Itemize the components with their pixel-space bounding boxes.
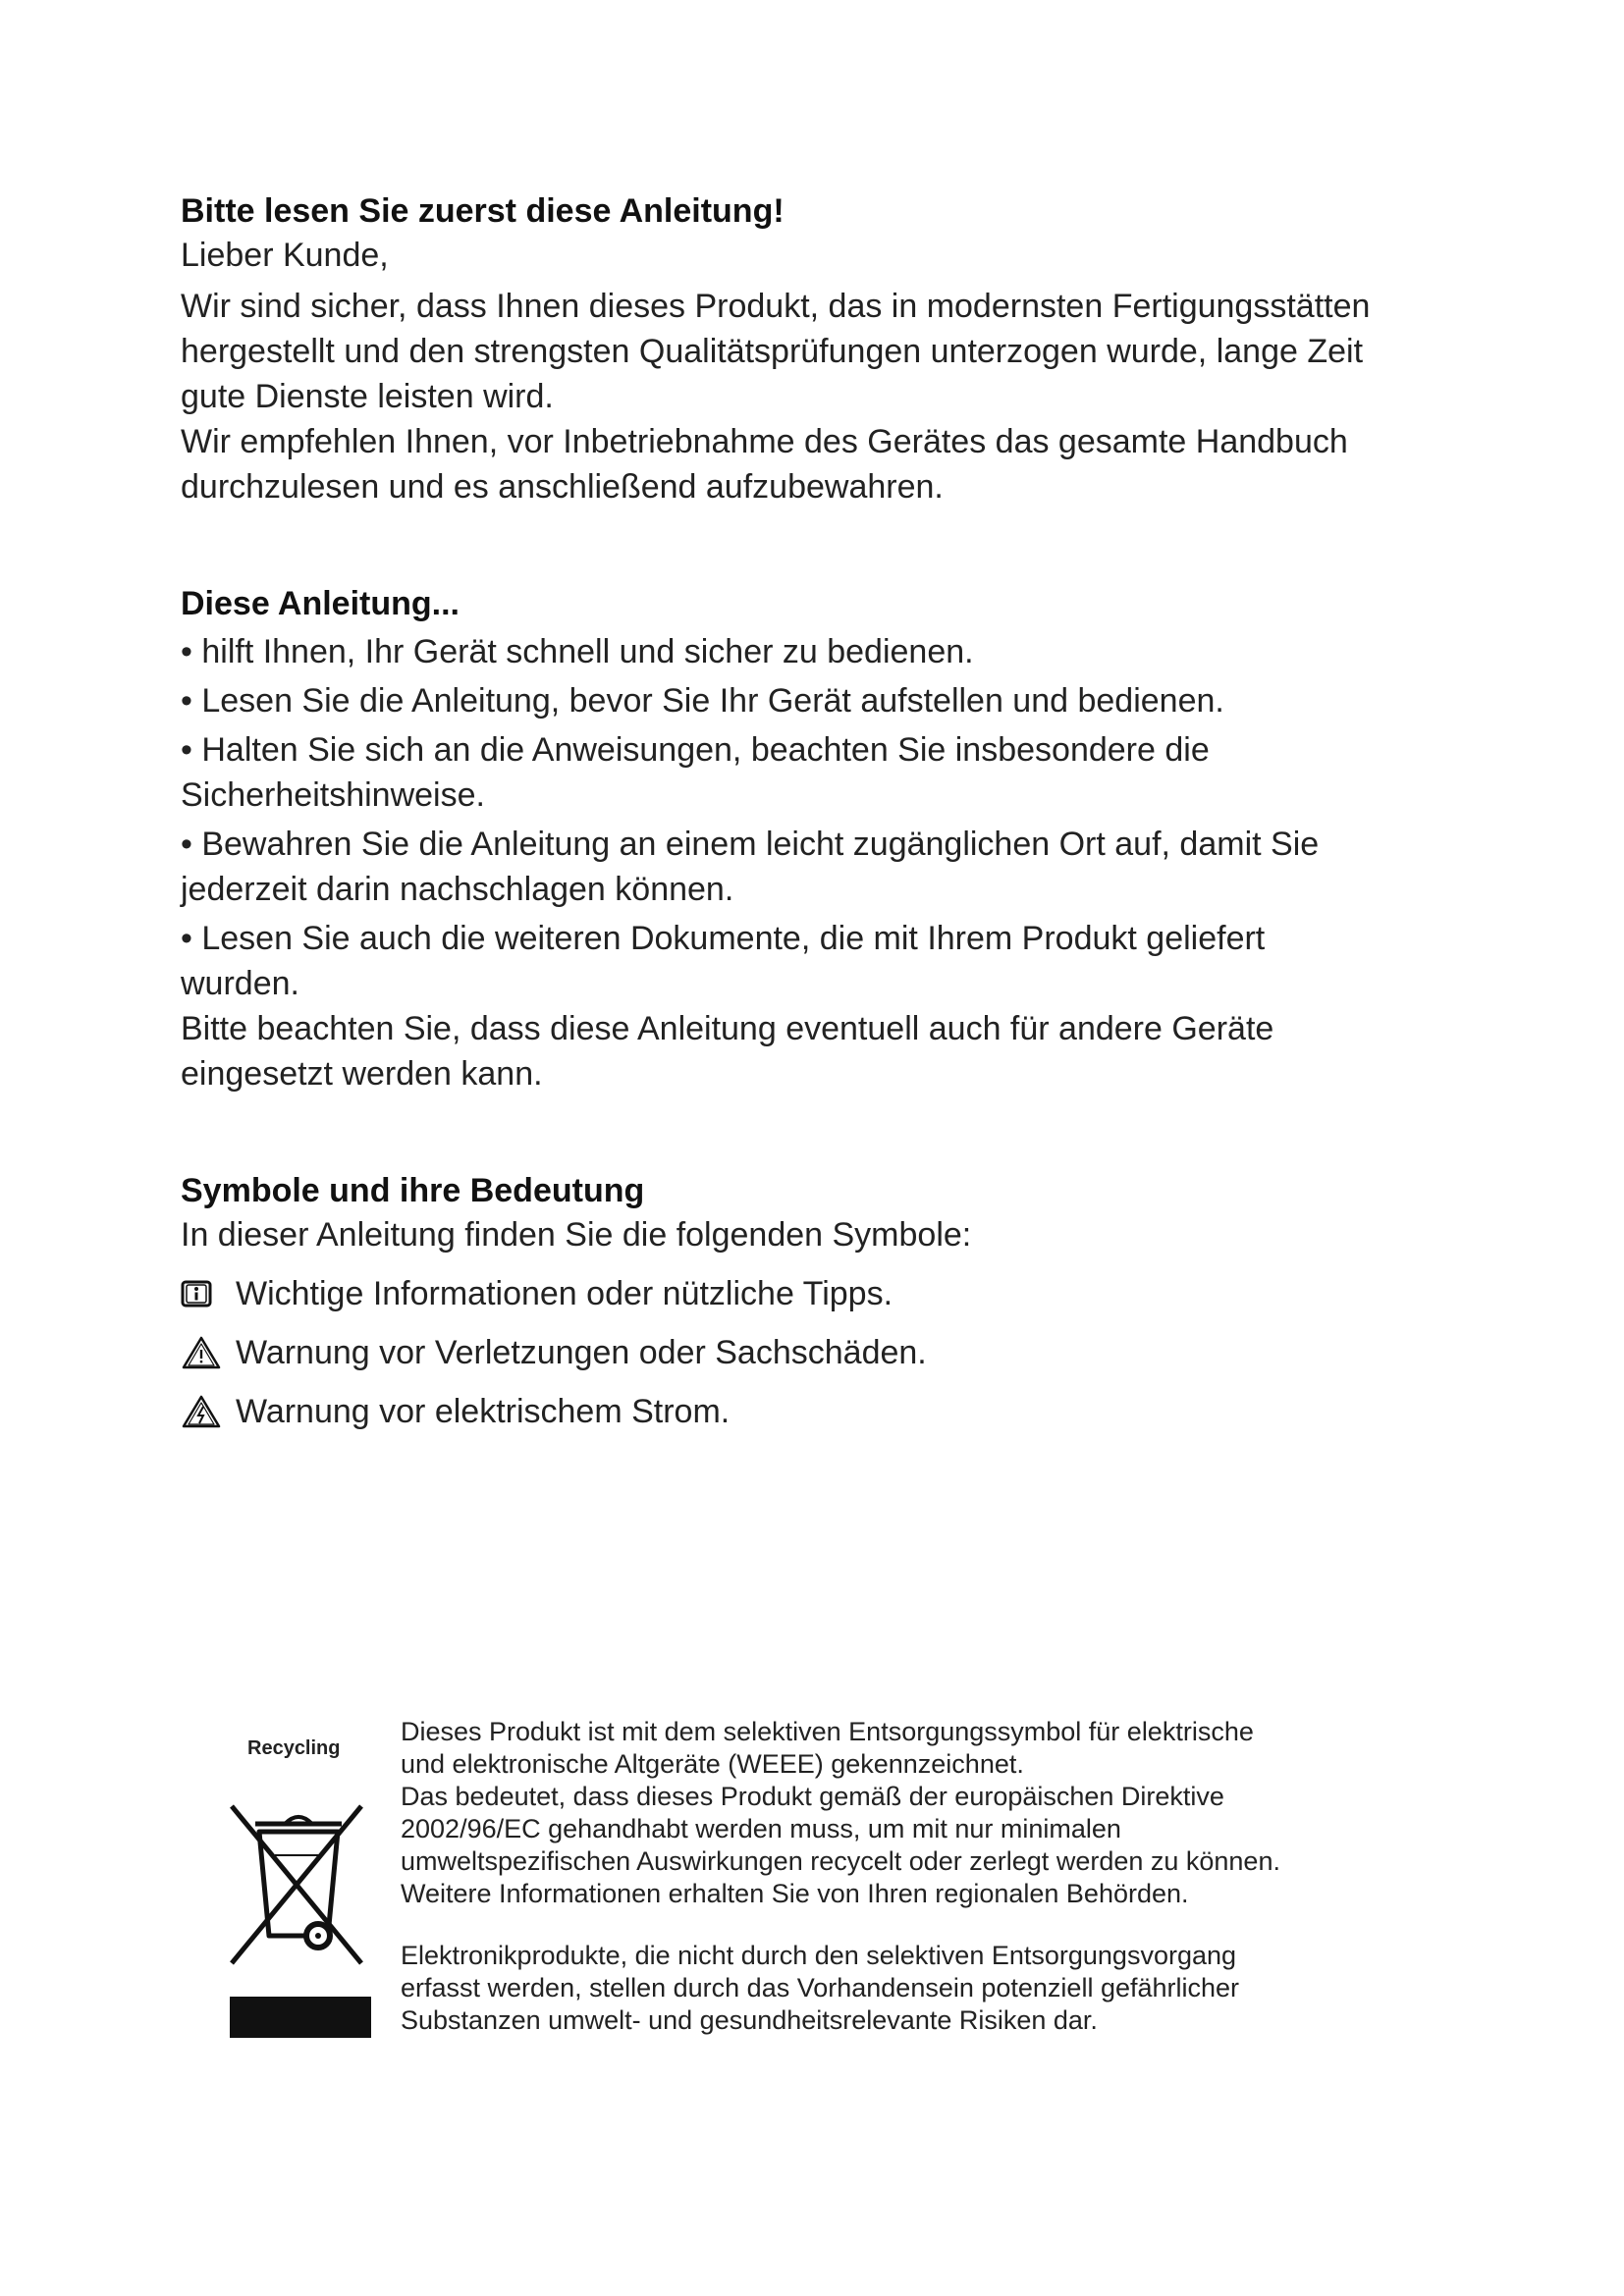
- intro-paragraph-1: [181, 284, 1477, 419]
- symbol-row-electric: [181, 1389, 1477, 1434]
- symbol-label: Warnung vor elektrischem Strom.: [236, 1393, 731, 1430]
- text-line: Sicherheitshinweise.: [181, 776, 485, 814]
- weee-crossed-bin-icon: [226, 1789, 373, 2049]
- text-line: hergestellt und den strengsten Qualitätsprüfungen unterzogen wurde, lange Zeit: [181, 333, 1364, 370]
- electric-warning-icon: [181, 1392, 228, 1431]
- text-line: durchzulesen und es anschließend aufzubewahren.: [181, 468, 944, 506]
- symbol-row-info: [181, 1271, 1477, 1316]
- text-line: Bitte beachten Sie, dass diese Anleitung eventuell auch für andere Geräte: [181, 1010, 1274, 1047]
- text-line: • Lesen Sie auch die weiteren Dokumente, die mit Ihrem Produkt geliefert: [181, 920, 1266, 957]
- text-line: Dieses Produkt ist mit dem selektiven Entsorgungssymbol für elektrische: [401, 1717, 1254, 1746]
- recycling-paragraph-1: [401, 1716, 1382, 1910]
- recycling-paragraph-2: [401, 1940, 1382, 2037]
- guide-title: Diese Anleitung...: [181, 585, 460, 622]
- guide-bullet: [181, 629, 1477, 674]
- text-line: wurden.: [181, 965, 299, 1002]
- guide-note: [181, 1006, 1477, 1096]
- guide-bullet: [181, 916, 1477, 1006]
- main-content: [181, 189, 1477, 1434]
- text-line: • hilft Ihnen, Ihr Gerät schnell und sicher zu bedienen.: [181, 633, 974, 670]
- text-line: und elektronische Altgeräte (WEEE) gekennzeichnet.: [401, 1749, 1024, 1779]
- intro-title: Bitte lesen Sie zuerst diese Anleitung!: [181, 192, 785, 230]
- info-icon: [181, 1274, 228, 1313]
- guide-bullet: [181, 678, 1477, 723]
- guide-bullet: [181, 822, 1477, 912]
- text-line: jederzeit darin nachschlagen können.: [181, 871, 734, 908]
- text-line: Substanzen umwelt- und gesundheitsrelevante Risiken dar.: [401, 2005, 1098, 2035]
- recycling-section: [220, 1716, 1379, 2050]
- symbol-label: Wichtige Informationen oder nützliche Tipps.: [236, 1275, 893, 1312]
- text-line: • Lesen Sie die Anleitung, bevor Sie Ihr Gerät aufstellen und bedienen.: [181, 682, 1224, 720]
- text-line: • Halten Sie sich an die Anweisungen, beachten Sie insbesondere die: [181, 731, 1210, 769]
- symbols-title: Symbole und ihre Bedeutung: [181, 1172, 645, 1209]
- text-line: Elektronikprodukte, die nicht durch den selektiven Entsorgungsvorgang: [401, 1941, 1237, 1970]
- text-line: erfasst werden, stellen durch das Vorhandensein potenziell gefährlicher: [401, 1973, 1240, 2002]
- text-line: Weitere Informationen erhalten Sie von Ihren regionalen Behörden.: [401, 1879, 1189, 1908]
- text-line: eingesetzt werden kann.: [181, 1055, 543, 1093]
- intro-paragraph-2: [181, 419, 1477, 509]
- text-line: 2002/96/EC gehandhabt werden muss, um mit nur minimalen: [401, 1814, 1121, 1843]
- greeting: Lieber Kunde,: [181, 237, 389, 274]
- text-line: gute Dienste leisten wird.: [181, 378, 554, 415]
- text-line: umweltspezifischen Auswirkungen recycelt oder zerlegt werden zu können.: [401, 1846, 1280, 1876]
- text-line: Das bedeutet, dass dieses Produkt gemäß der europäischen Direktive: [401, 1782, 1224, 1811]
- symbols-intro: In dieser Anleitung finden Sie die folgenden Symbole:: [181, 1216, 972, 1254]
- symbol-label: Warnung vor Verletzungen oder Sachschäden.: [236, 1334, 927, 1371]
- warning-triangle-icon: [181, 1333, 228, 1372]
- text-line: Wir sind sicher, dass Ihnen dieses Produkt, das in modernsten Fertigungsstätten: [181, 288, 1371, 325]
- symbol-row-warning: [181, 1330, 1477, 1375]
- recycling-text: [401, 1716, 1382, 2037]
- text-line: • Bewahren Sie die Anleitung an einem leicht zugänglichen Ort auf, damit Sie: [181, 826, 1320, 863]
- guide-bullet: [181, 727, 1477, 818]
- text-line: Wir empfehlen Ihnen, vor Inbetriebnahme des Gerätes das gesamte Handbuch: [181, 423, 1348, 460]
- recycling-label: Recycling: [247, 1737, 341, 1759]
